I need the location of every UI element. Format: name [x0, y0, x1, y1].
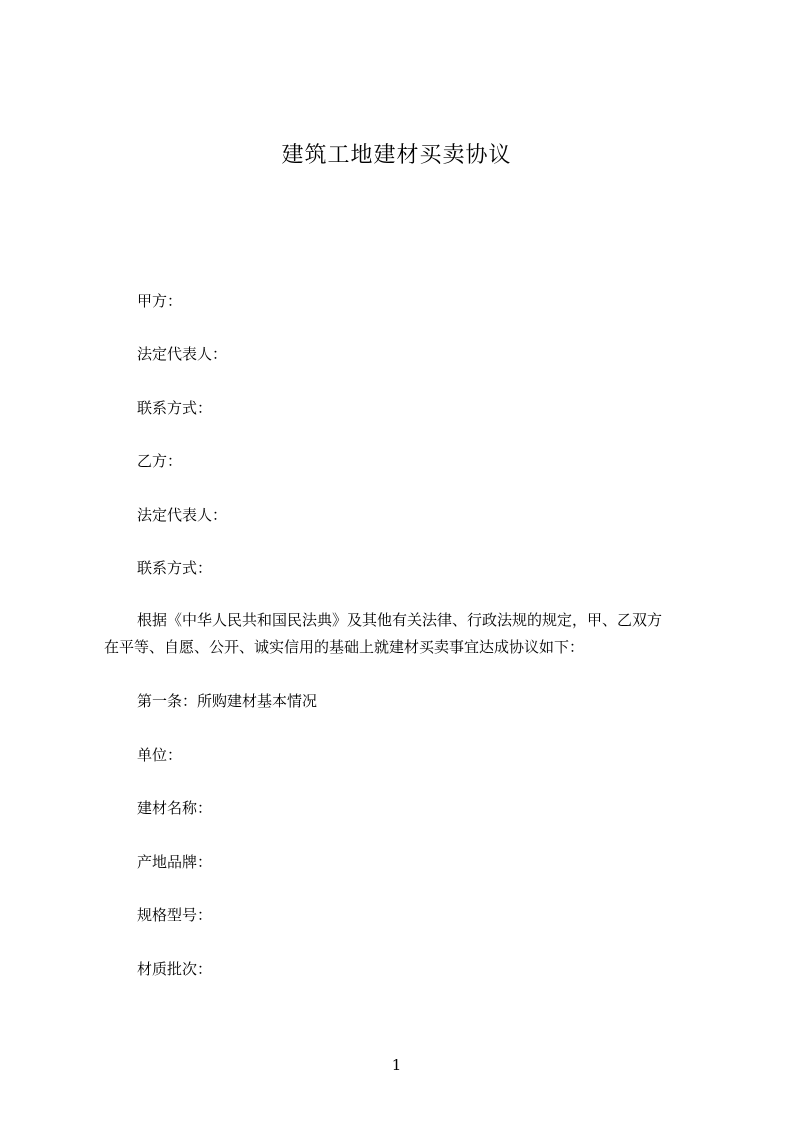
party-b-contact-label: 联系方式：: [137, 559, 213, 577]
article-1-heading: 第一条：所购建材基本情况: [137, 692, 318, 710]
preamble-line-1: 根据《中华人民共和国民法典》及其他有关法律、行政法规的规定，甲、乙双方: [137, 611, 663, 629]
party-a-rep-label: 法定代表人：: [137, 345, 228, 363]
field-material-batch-label: 材质批次：: [137, 960, 213, 978]
party-a-name-label: 甲方：: [137, 292, 183, 310]
preamble-line-2: 在平等、自愿、公开、诚实信用的基础上就建材买卖事宜达成协议如下：: [104, 638, 585, 656]
field-origin-brand-label: 产地品牌：: [137, 853, 213, 871]
field-unit-label: 单位：: [137, 746, 183, 764]
field-material-name-label: 建材名称：: [137, 799, 213, 817]
party-b-rep-label: 法定代表人：: [137, 506, 228, 524]
preamble-paragraph: [104, 607, 704, 661]
document-title: 建筑工地建材买卖协议: [281, 143, 512, 168]
page-number: 1: [391, 1056, 402, 1074]
field-spec-model-label: 规格型号：: [137, 906, 213, 924]
party-a-contact-label: 联系方式：: [137, 399, 213, 417]
party-b-name-label: 乙方：: [137, 452, 183, 470]
